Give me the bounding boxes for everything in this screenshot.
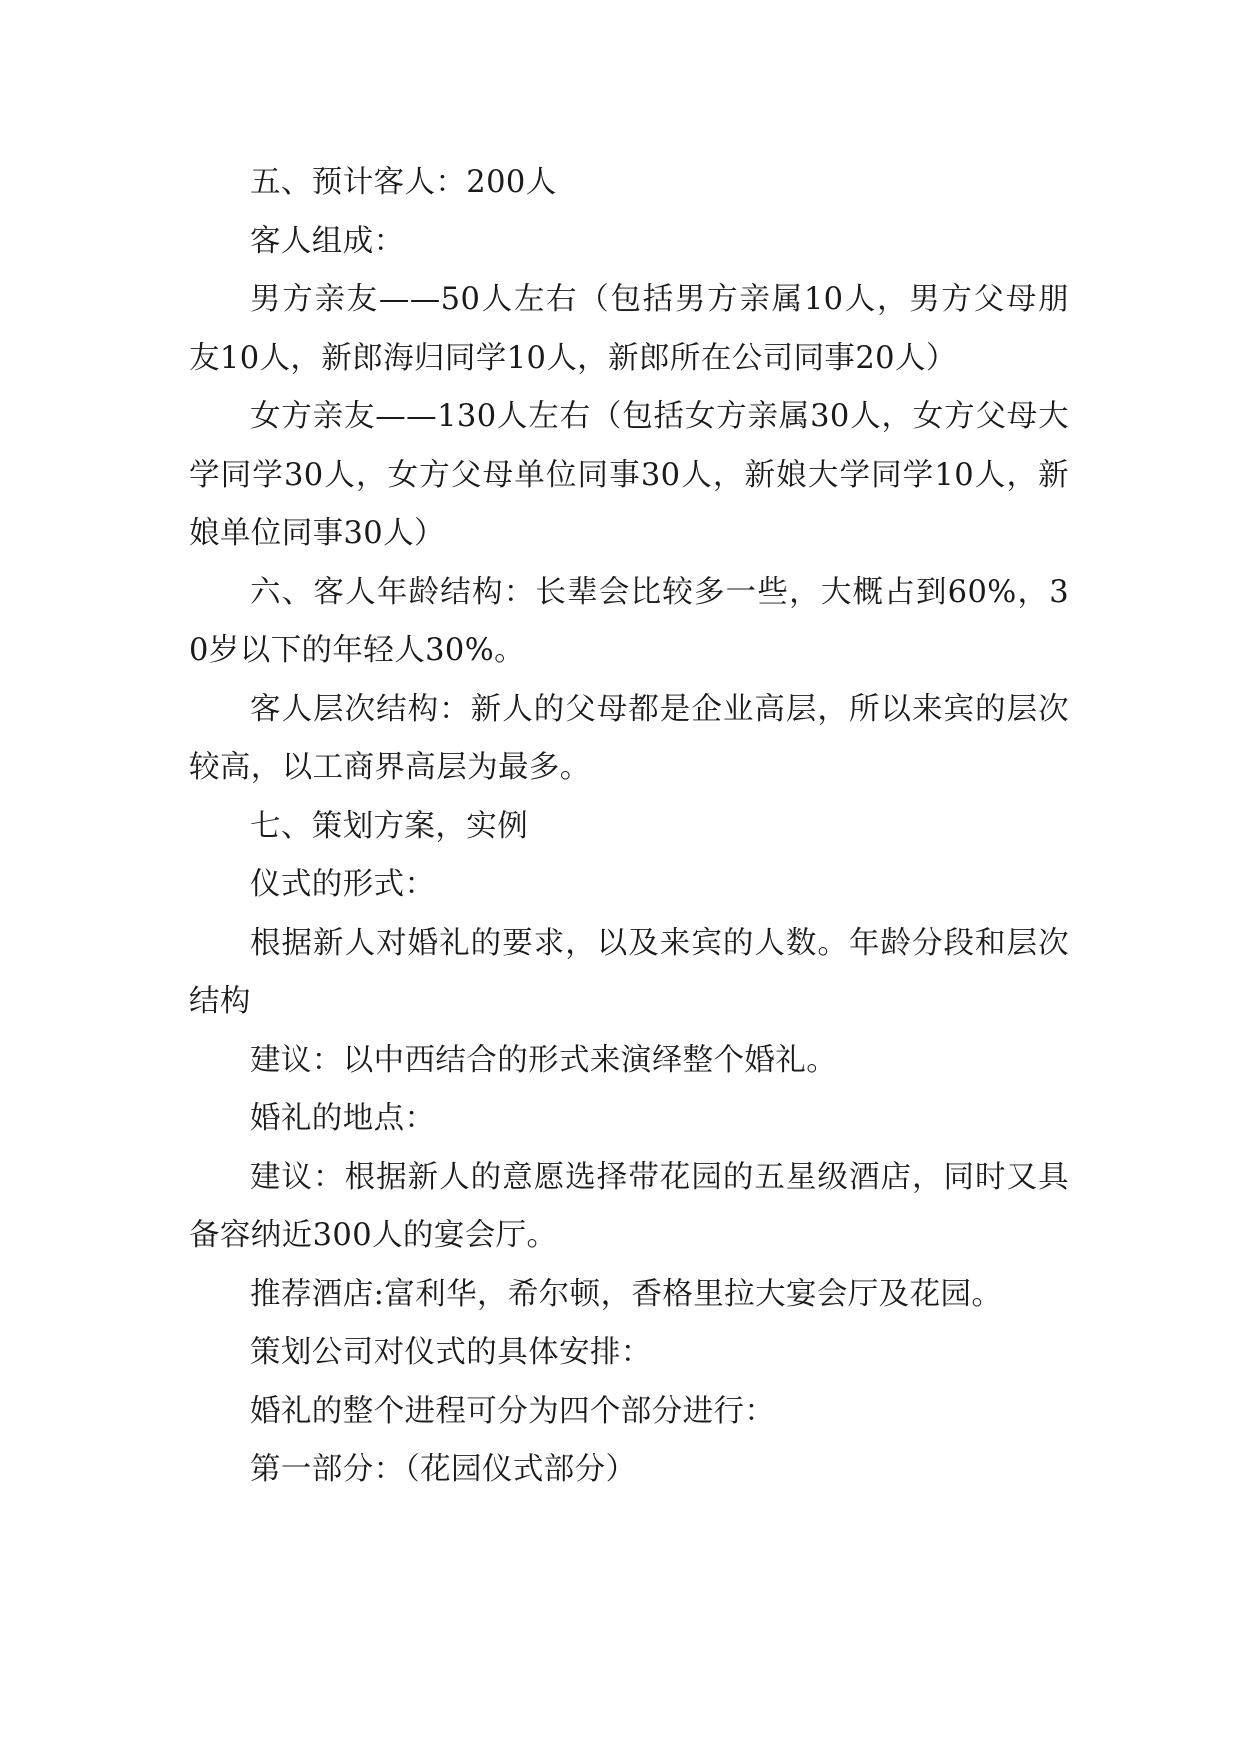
paragraph-guest-composition-heading: 客人组成： [250,223,405,259]
paragraph-groom-side-guests: 男方亲友——50人左右（包括男方亲属10人，男方父母朋友10人，新郎海归同学10人，新郎所在公司同事20人） [189,282,1069,376]
paragraph-venue-heading: 婚礼的地点： [250,1101,436,1136]
paragraph-venue-suggestion: 建议：根据新人的意愿选择带花园的五星级酒店，同时又具备容纳近300人的宴会厅。 [189,1159,1069,1253]
paragraph-guest-age-structure: 六、客人年龄结构：长辈会比较多一些，大概占到60%，30岁以下的年轻人30%。 [189,574,1069,668]
paragraph-ceremony-form-suggestion: 建议：以中西结合的形式来演绎整个婚礼。 [250,1042,838,1078]
paragraph-part-one-heading: 第一部分：（花园仪式部分） [250,1452,637,1487]
document-body [189,154,1069,1500]
paragraph-recommended-hotels: 推荐酒店:富利华，希尔顿，香格里拉大宴会厅及花园。 [250,1276,1003,1312]
paragraph-planning-scheme-heading: 七、策划方案，实例 [250,808,529,844]
paragraph-ceremony-arrangement-heading: 策划公司对仪式的具体安排： [250,1335,652,1370]
paragraph-guest-level-structure: 客人层次结构：新人的父母都是企业高层，所以来宾的层次较高，以工商界高层为最多。 [189,691,1069,785]
paragraph-bride-side-guests: 女方亲友——130人左右（包括女方亲属30人，女方父母大学同学30人，女方父母单位同事30人，新娘大学同学10人，新娘单位同事30人） [189,399,1069,551]
paragraph-ceremony-form-basis: 根据新人对婚礼的要求，以及来宾的人数。年龄分段和层次结构 [189,925,1069,1019]
paragraph-expected-guests: 五、预计客人：200人 [250,165,557,200]
paragraph-process-parts: 婚礼的整个进程可分为四个部分进行： [250,1393,776,1429]
paragraph-ceremony-form-heading: 仪式的形式： [250,867,436,902]
